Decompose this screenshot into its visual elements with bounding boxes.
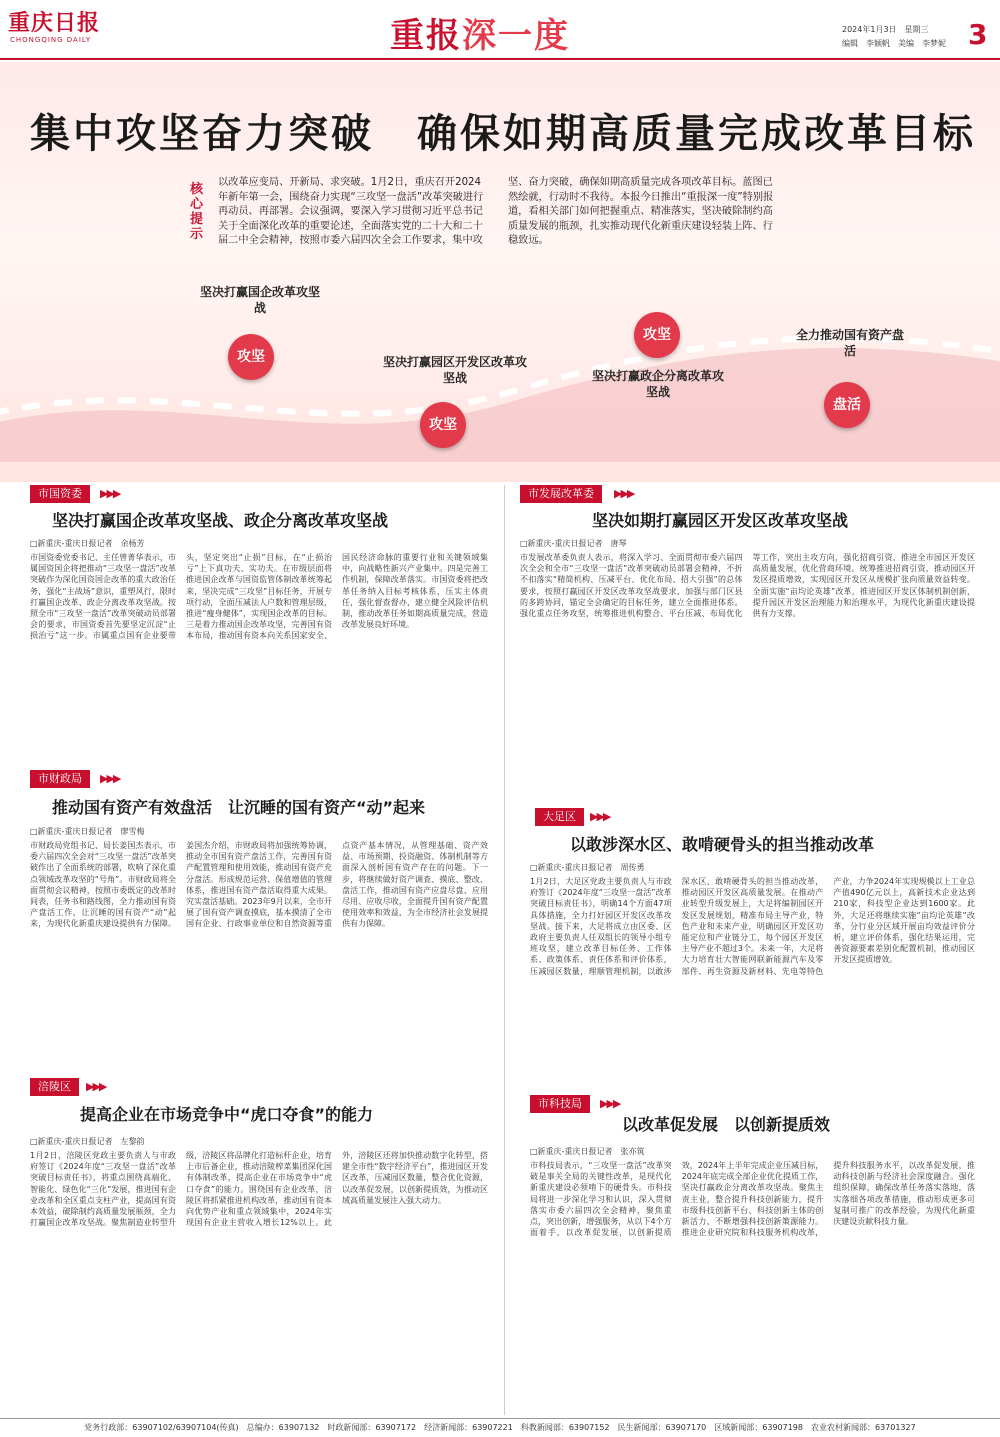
- tag-arrows-icon: ▶▶▶: [100, 487, 120, 500]
- badge-attack-1: 攻坚: [228, 334, 274, 380]
- section-title-finance: 推动国有资产有效盘活 让沉睡的国有资产“动”起来: [52, 798, 426, 817]
- masthead: [0, 0, 1000, 60]
- issue-date: 2024年1月3日 星期三: [842, 25, 929, 34]
- section-title-sasac: 坚决打赢国企改革攻坚战、政企分离改革攻坚战: [52, 511, 389, 530]
- article-body-finance: 市财政局党组书记、局长姜国杰表示，市委六届四次全会对“三攻坚一盘活”改革突破作出了全面系统的部署，吹响了深化重点领域改革攻坚的“号角”。市财政局将全面贯彻会议精神，按照市委既定的改革时间表，任务书和路线图，全力推动国有资产盘活工作，让沉睡的国有资产“动”起来，为现代化新重庆建设提供有力保障。姜国杰介绍，市财政局将加强统筹协调，推动全市国有资产盘活工作，完善国有资产配置管理和使用效能，推动国有资产充分盘活。形成规范运营、保值增值的管理体系，推进国有资产盘活取得重大成果。究实盘活基础。2023年9月以来，全市开展了国有资产调查摸底，基本摸清了全市国有企业、行政事业单位和自然资源等重点资产基本情况，从管理基础、资产效益、市场预期、投资融资、体制机制等方面深入剖析国有资产存在的问题。下一步，将继续做好资产调查、摸底、整改、盘活工作，推动国有资产应盘尽盘、应用尽用、应收尽收，全面提升国有资产配置使用效率和效益，为全市经济社会发展提供有力保障。: [30, 841, 488, 929]
- tag-arrows-icon: ▶▶▶: [614, 487, 634, 500]
- milestone-asset-revitalization: 全力推动国有资产盘活: [795, 328, 904, 358]
- byline-dazu: □新重庆-重庆日报记者 周传勇: [530, 863, 645, 872]
- section-tag-sasac: 市国资委: [30, 485, 90, 503]
- column-divider: [504, 485, 505, 1415]
- byline-fuling: □新重庆-重庆日报记者 左黎韵: [30, 1137, 145, 1146]
- byline-sti: □新重庆-重庆日报记者 张亦筑: [530, 1147, 645, 1156]
- byline-sasac: □新重庆-重庆日报记者 余杨芳: [30, 539, 145, 548]
- badge-revitalize: 盘活: [824, 382, 870, 428]
- section-title-dazu: 以敢涉深水区、敢啃硬骨头的担当推动改革: [570, 835, 875, 854]
- main-headline: 集中攻坚奋力突破 确保如期高质量完成改革目标: [30, 111, 976, 157]
- article-body-sasac: 市国资委党委书记、主任曾菁华表示，市属国资国企将把推动“三攻坚一盘活”改革突破作为深化国资国企改革的重大政治任务，强化“主战场”意识，重塑风行，限时打赢国企改革、政企分离改革攻坚战。按照全市“三攻坚一盘活”改革突破动员部署会的要求，市国资委首先要坚定沉淀“止损治亏”这一步。市属重点国有企业要带头，坚定突出“止损”目标，在“止损治亏”上下真功夫、实功夫。在市级层面将推进国企改革与国资监管体制改革统筹起来，坚决完成“三攻坚”目标任务，开展专项行动，全面压减法人户数和管理层级，推进“瘦身健体”，实现国企改革的目标。三是着力推动国企改革攻坚，完善国有资本布局，推动国有资本向关系国家安全、国民经济命脉的重要行业和关键领域集中，向战略性新兴产业集中。四是完善工作机制，保障改革落实。市国资委将把改革任务纳入目标考核体系，压实主体责任，强化督查督办，建立健全风险评估机制，推动改革任务如期高质量完成，营造改革发展良好环境。: [30, 553, 488, 641]
- newspaper-logo-subtitle: CHONGQING DAILY: [10, 36, 92, 44]
- core-summary-label: 核心提示: [190, 182, 204, 242]
- page-number: 3: [968, 18, 988, 51]
- section-title-ndrc: 坚决如期打赢园区开发区改革攻坚战: [592, 511, 849, 530]
- badge-attack-2: 攻坚: [420, 402, 466, 448]
- milestone-gov-enterprise-separation: 坚决打赢政企分离改革攻坚战: [591, 369, 724, 399]
- section-title-fuling: 提高企业在市场竞争中“虎口夺食”的能力: [80, 1105, 374, 1124]
- footer-contacts: 党务行政部：63907102/63907104(传真) 总编办：63907132 时政新闻部：63907172 经济新闻部：63907221 科教新闻部：63907152 民生新闻部：63907170 区域新闻部：63907198 农业农村新闻部：63701327: [0, 1418, 1000, 1437]
- hero-section: [0, 62, 1000, 482]
- section-tag-ndrc: 市发展改革委: [520, 485, 602, 503]
- tag-arrows-icon: ▶▶▶: [86, 1080, 106, 1093]
- section-tag-finance: 市财政局: [30, 770, 90, 788]
- section-tag-fuling: 涪陵区: [30, 1078, 79, 1096]
- section-tag-sti: 市科技局: [530, 1095, 590, 1113]
- section-tag-dazu: 大足区: [535, 808, 584, 826]
- tag-arrows-icon: ▶▶▶: [600, 1097, 620, 1110]
- article-body-fuling: 1月2日，涪陵区党政主要负责人与市政府签订《2024年度“三攻坚一盘活”改革突破目标责任书》，将重点围绕高端化、智能化、绿色化“三化”发展，推进国有企业改革和全区重点支柱产业，提高国有资本效益，破除制约高质量发展瓶颈，全力打赢国企改革攻坚战。聚焦制造业转型升级，涪陵区将品牌化打造标杆企业，培育上市后备企业，推动涪陵榨菜集团深化国有体制改革，提高企业在市场竞争中“虎口夺食”的能力。围绕国有企业改革，涪陵区将抓紧推进机构改革，推动国有资本向优势产业和重点领域集中，2024年实现国有企业主营收入增长12%以上。此外，涪陵区还将加快推动数字化转型，搭建全市性“数字经济平台”，推进园区开发区改革，压减园区数量，整合优化资源，以改革促发展，以创新提质效，为推动区域高质量发展注入强大动力。: [30, 1151, 488, 1228]
- core-summary-text: 以改革应变局、开新局、求突破。1月2日，重庆召开2024年新年第一会，围绕奋力实现“三攻坚一盘活”改革突破进行再动员、再部署。会议强调，要深入学习贯彻习近平总书记关于全面深化改革的重要论述，全面落实党的二十大和二十届二中全会精神，按照市委六届四次全会工作要求，集中攻坚、奋力突破，确保如期高质量完成各项改革目标。蓝图已然绘就，行动时不我待。本报今日推出“重报深一度”特别报道，看相关部门如何把握重点、精准落实，坚决破除制约高质量发展的瓶颈，扎实推动现代化新重庆建设轻装上阵、行稳致远。: [218, 177, 774, 246]
- milestone-soe-reform: 坚决打赢国企改革攻坚战: [200, 285, 321, 315]
- editor-credits: 编辑 李颖帆 美编 李梦妮: [842, 39, 946, 48]
- column-banner: [390, 8, 570, 57]
- section-title-sti: 以改革促发展 以创新提质效: [622, 1115, 831, 1134]
- milestone-park-reform: 坚决打赢园区开发区改革攻坚战: [382, 355, 527, 385]
- byline-ndrc: □新重庆-重庆日报记者 唐琴: [520, 539, 627, 548]
- newspaper-logo: 重庆日报: [8, 10, 101, 36]
- column-banner-part-2: 深一度: [462, 16, 570, 56]
- badge-attack-3: 攻坚: [634, 312, 680, 358]
- article-body-ndrc: 市发展改革委负责人表示，将深入学习、全面贯彻市委六届四次全会和全市“三攻坚一盘活”改革突破动员部署会精神，不折不扣落实“精简机构、压减平台、优化布局、招大引强”的总体要求，按照打赢园区开发区改革攻坚战要求，加强与部门区县的多跨协同，锚定全会确定的目标任务，建立全面推进体系。强化重点任务攻坚，统筹推进机构整合、平台压减、布局优化等工作，突出主攻方向，强化招商引资，推进全市园区开发区高质量发展，优化营商环境。统筹推进招商引资，推动园区开发区提质增效，实现园区开发区从规模扩张向质量效益转变。全面实施“亩均论英雄”改革，推进园区开发区体制机制创新，提升园区开发区治理能力和治理水平，为现代化新重庆建设提供有力支撑。: [520, 553, 975, 619]
- byline-finance: □新重庆-重庆日报记者 廖雪梅: [30, 827, 145, 836]
- article-body-dazu: 1月2日，大足区党政主要负责人与市政府签订《2024年度“三攻坚一盘活”改革突破目标责任书》，明确14个方面47项具体措施，全力打好园区开发区改革攻坚战。接下来，大足将成立由区委、区政府主要负责人任双组长的领导小组专班攻坚，建立改革目标任务、工作体系、政策体系、责任体系和评价体系，压减园区数量，理顺管理机制，以敢涉深水区、敢啃硬骨头的担当推动改革，推动园区开发区高质量发展。在推动产业转型升级发展上，大足将编制园区开发区发展规划，精准布局主导产业，特色产业和未来产业，明确园区开发区功能定位和产业链分工，每个园区开发区主导产业不超过3个。未来一年，大足将大力培育壮大智能网联新能源汽车及零部件、再生资源及新材料、先电等特色产业，力争2024年实现规模以上工业总产值490亿元以上，高新技术企业达到210家，科技型企业达到1600家。此外，大足还将继续实施“亩均论英雄”改革，分行业分区域开展亩均效益评价分析，建立评价体系，强化结果运用，完善资源要素差别化配置机制，推动园区开发区提质增效。: [530, 877, 975, 976]
- column-banner-part-1: 重报: [390, 16, 462, 56]
- tag-arrows-icon: ▶▶▶: [590, 810, 610, 823]
- article-body-sti: 市科技局表示，“三攻坚一盘活”改革突破是事关全局的关键性改革，是现代化新重庆建设必须啃下的硬骨头。市科技局将进一步深化学习和认识，深入贯彻落实市委六届四次全会精神，聚焦重点，突出创新，增强服务，从以下4个方面着手，以改革促发展，以创新提质效，2024年上半年完成企业压减目标，2024年底完成全部企业优化提质工作，坚决打赢政企分离改革攻坚战。聚焦主责主业，整合提升科技创新能力，提升市级科技创新平台、科技创新主体的创新活力，不断增强科技创新策源能力。推进企业研究院和科技服务机构改革，提升科技服务水平，以改革促发展，推动科技创新与经济社会深度融合。强化组织保障，确保改革任务落实落地，落实落细各项改革措施，推动形成更多可复制可推广的改革经验，为现代化新重庆建设贡献科技力量。: [530, 1161, 975, 1238]
- tag-arrows-icon: ▶▶▶: [100, 772, 120, 785]
